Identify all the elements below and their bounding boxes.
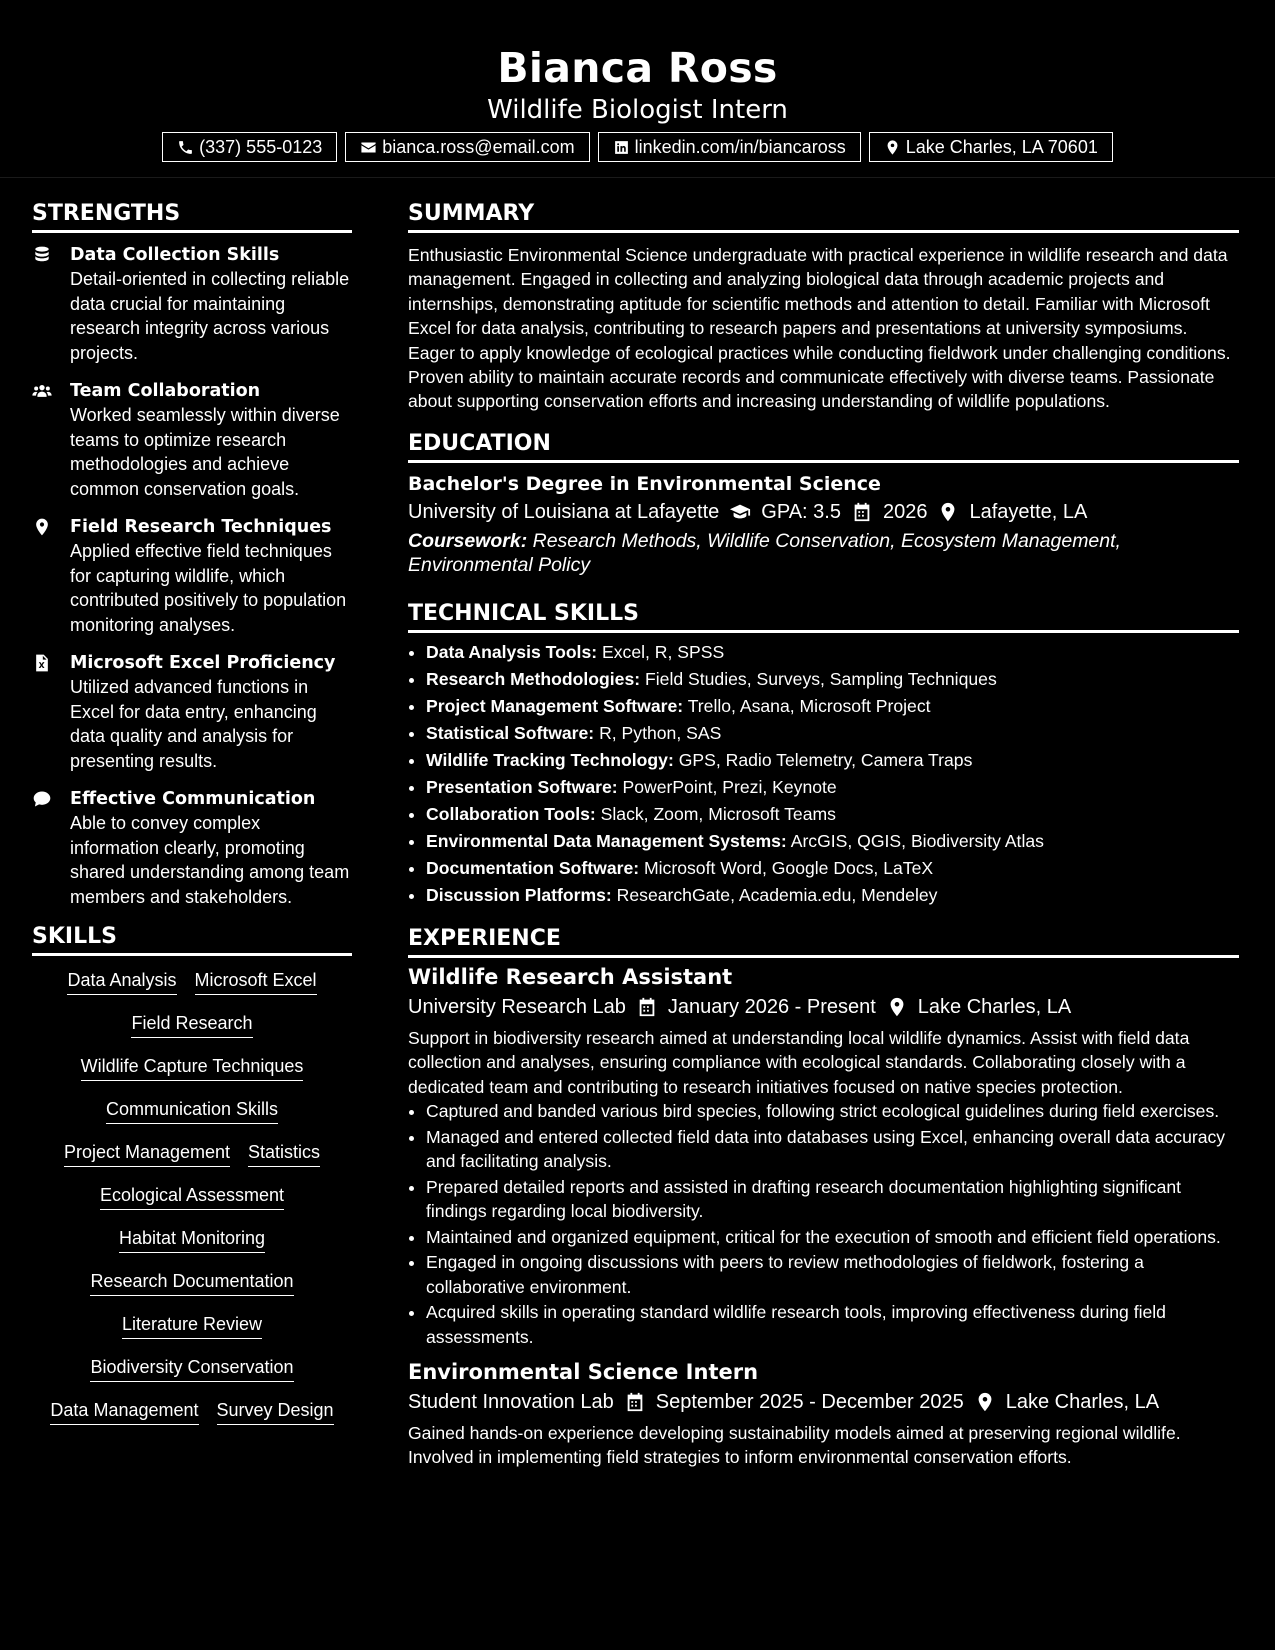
list-item: [426, 882, 1239, 909]
contact-email[interactable]: [345, 132, 589, 162]
tech-skill-label: Data Analysis Tools:: [426, 641, 598, 662]
tech-skill-label: Documentation Software:: [426, 857, 640, 878]
graduation-cap-icon: [729, 501, 751, 523]
strength-title: Team Collaboration: [70, 381, 261, 401]
strength-item: [32, 379, 352, 501]
job-description: Support in biodiversity research aimed at understanding local wildlife dynamics. Assist with field data collection and analyses, ensuring compliance with ecological standards. Collaborating closely with a dedicated team and contributing to research initiatives focused on native species protection.: [408, 1027, 1190, 1097]
contact-linkedin-text: linkedin.com/in/biancaross: [634, 137, 846, 157]
school-location: Lafayette, LA: [969, 500, 1088, 523]
tech-skill-label: Collaboration Tools:: [426, 803, 596, 824]
excel-file-icon: [32, 653, 52, 673]
skill-tag: Biodiversity Conservation: [90, 1355, 293, 1382]
contact-location-text: Lake Charles, LA 70601: [905, 137, 1098, 157]
users-icon: [32, 381, 52, 401]
contact-location: [869, 132, 1113, 162]
tech-skill-value: Trello, Asana, Microsoft Project: [687, 695, 931, 716]
list-item: [426, 855, 1239, 882]
graduation-year: 2026: [882, 500, 928, 523]
strengths-heading: STRENGTHS: [32, 200, 352, 233]
education-meta: [408, 497, 1239, 527]
candidate-name: Bianca Ross: [497, 44, 778, 92]
job-meta: [408, 1387, 1239, 1417]
resume-header: [0, 0, 1275, 178]
strength-description: Applied effective field techniques for capturing wildlife, which contributed positively to population monitoring analyses.: [70, 541, 347, 635]
tech-skill-value: Slack, Zoom, Microsoft Teams: [600, 803, 836, 824]
gpa: GPA: 3.5: [761, 500, 841, 523]
job-location: Lake Charles, LA: [1005, 1391, 1160, 1414]
list-item: • Engaged in ongoing discussions with peers to review methodologies of fieldwork, fostering a collaborative environment.: [426, 1250, 1239, 1299]
skill-tag: Research Documentation: [90, 1269, 293, 1296]
list-item: [426, 801, 1239, 828]
coursework-label: Coursework:: [408, 529, 528, 552]
calendar-icon: [624, 1391, 646, 1413]
map-pin-icon: [974, 1391, 996, 1413]
company-name: University Research Lab: [408, 995, 626, 1018]
list-item: • Acquired skills in operating standard wildlife research tools, improving effectiveness during field assessments.: [426, 1300, 1239, 1349]
list-item: • Prepared detailed reports and assisted in drafting research documentation highlighting significant findings regarding local biodiversity.: [426, 1175, 1239, 1224]
coursework-list: Research Methods, Wildlife Conservation, Ecosystem Management, Environmental Policy: [408, 529, 1121, 577]
tech-skill-label: Environmental Data Management Systems:: [426, 830, 787, 851]
tech-skill-value: Microsoft Word, Google Docs, LaTeX: [643, 857, 934, 878]
skill-tag: Survey Design: [217, 1398, 334, 1425]
coursework: [408, 529, 1239, 578]
skill-tag: Ecological Assessment: [100, 1183, 284, 1210]
strength-description: Worked seamlessly within diverse teams to optimize research methodologies and achieve common conservation goals.: [70, 405, 340, 499]
phone-icon: [177, 139, 194, 156]
list-item: [426, 828, 1239, 855]
school-name: University of Louisiana at Lafayette: [408, 500, 720, 523]
contact-phone[interactable]: [162, 132, 337, 162]
list-item: • Managed and entered collected field data into databases using Excel, enhancing overall data accuracy and facilitating analysis.: [426, 1125, 1239, 1174]
linkedin-icon: [613, 139, 630, 156]
tech-skill-label: Wildlife Tracking Technology:: [426, 749, 674, 770]
calendar-icon: [851, 501, 873, 523]
skill-tag: Data Analysis: [67, 968, 176, 995]
strength-title: Microsoft Excel Proficiency: [70, 653, 336, 673]
strength-description: Detail-oriented in collecting reliable data crucial for maintaining research integrity across various projects.: [70, 269, 350, 363]
skills-heading: SKILLS: [32, 923, 352, 956]
tech-skill-label: Research Methodologies:: [426, 668, 641, 689]
skill-tag: Statistics: [248, 1140, 320, 1167]
skill-tag: Data Management: [50, 1398, 198, 1425]
job-entry: [408, 1357, 1239, 1470]
contact-email-text: bianca.ross@email.com: [382, 137, 575, 157]
list-item: [426, 774, 1239, 801]
company-name: Student Innovation Lab: [408, 1391, 614, 1414]
technical-skills-list: [408, 639, 1239, 909]
job-meta: [408, 992, 1239, 1022]
education-heading: EDUCATION: [408, 430, 1239, 463]
contact-phone-text: (337) 555-0123: [199, 137, 323, 157]
right-column: [408, 200, 1239, 1470]
strength-title: Data Collection Skills: [70, 245, 280, 265]
left-column: [32, 200, 352, 1435]
job-title: Environmental Science Intern: [408, 1360, 759, 1385]
skill-tag: Wildlife Capture Techniques: [81, 1054, 304, 1081]
list-item: • Captured and banded various bird species, following strict ecological guidelines during field exercises.: [426, 1099, 1239, 1124]
strength-description: Utilized advanced functions in Excel for data entry, enhancing data quality and analysis for presenting results.: [70, 677, 317, 771]
list-item: [426, 720, 1239, 747]
speech-bubble-icon: [32, 789, 52, 809]
contact-linkedin[interactable]: [598, 132, 861, 162]
technical-skills-heading: TECHNICAL SKILLS: [408, 600, 1239, 633]
tech-skill-label: Project Management Software:: [426, 695, 684, 716]
job-dates: September 2025 - December 2025: [655, 1391, 964, 1414]
envelope-icon: [360, 139, 377, 156]
summary-text: Enthusiastic Environmental Science undergraduate with practical experience in wildlife research and data management. Engaged in collecting and analyzing biological data through academic projects and internships, demonstrating aptitude for scientific methods and attention to detail. Familiar with Microsoft Excel for data analysis, contributing to research papers and presentations at university symposiums. Eager to apply knowledge of ecological practices while conducting fieldwork under challenging conditions. Proven ability to maintain accurate records and communicate effectively with diverse teams. Passionate about supporting conservation efforts and increasing understanding of wildlife populations.: [408, 245, 1231, 412]
skill-tag: Project Management: [64, 1140, 230, 1167]
list-item: [426, 747, 1239, 774]
tech-skill-value: Field Studies, Surveys, Sampling Techniques: [645, 668, 997, 689]
map-pin-icon: [32, 517, 52, 537]
skill-tag: Field Research: [131, 1011, 252, 1038]
tech-skill-value: R, Python, SAS: [599, 722, 722, 743]
list-item: [426, 693, 1239, 720]
strength-title: Effective Communication: [70, 789, 316, 809]
tech-skill-value: ArcGIS, QGIS, Biodiversity Atlas: [790, 830, 1044, 851]
tech-skill-value: PowerPoint, Prezi, Keynote: [622, 776, 837, 797]
strength-item: [32, 651, 352, 773]
tech-skill-label: Presentation Software:: [426, 776, 618, 797]
candidate-title: Wildlife Biologist Intern: [487, 95, 788, 125]
strength-item: [32, 515, 352, 637]
strength-item: [32, 787, 352, 909]
experience-heading: EXPERIENCE: [408, 925, 1239, 958]
list-item: [426, 666, 1239, 693]
map-pin-icon: [886, 996, 908, 1018]
tech-skill-value: GPS, Radio Telemetry, Camera Traps: [678, 749, 973, 770]
job-location: Lake Charles, LA: [917, 995, 1072, 1018]
job-bullets: [408, 1099, 1239, 1349]
calendar-icon: [636, 996, 658, 1018]
tech-skill-value: Excel, R, SPSS: [601, 641, 725, 662]
strength-item: [32, 243, 352, 365]
strength-description: Able to convey complex information clearly, promoting shared understanding among team members and stakeholders.: [70, 813, 350, 907]
list-item: • Maintained and organized equipment, critical for the execution of smooth and efficient field operations.: [426, 1225, 1239, 1250]
skill-tag: Literature Review: [122, 1312, 262, 1339]
job-title: Wildlife Research Assistant: [408, 964, 733, 989]
job-dates: January 2026 - Present: [667, 995, 876, 1018]
job-entry: [408, 962, 1239, 1349]
skill-tag: Communication Skills: [106, 1097, 278, 1124]
tech-skill-value: ResearchGate, Academia.edu, Mendeley: [616, 884, 938, 905]
tech-skill-label: Statistical Software:: [426, 722, 595, 743]
summary-heading: SUMMARY: [408, 200, 1239, 233]
tech-skill-label: Discussion Platforms:: [426, 884, 612, 905]
map-pin-icon: [884, 139, 901, 156]
strength-title: Field Research Techniques: [70, 517, 332, 537]
map-pin-icon: [937, 501, 959, 523]
degree-title: Bachelor's Degree in Environmental Science: [408, 472, 881, 495]
contact-bar: [0, 132, 1275, 162]
list-item: [426, 639, 1239, 666]
skills-list: [32, 962, 352, 1435]
job-description: Gained hands-on experience developing sustainability models aimed at preserving regional wildlife. Involved in implementing field strategies to inform environmental conservation efforts.: [408, 1423, 1181, 1468]
skill-tag: Habitat Monitoring: [119, 1226, 265, 1253]
database-icon: [32, 245, 52, 265]
skill-tag: Microsoft Excel: [195, 968, 317, 995]
